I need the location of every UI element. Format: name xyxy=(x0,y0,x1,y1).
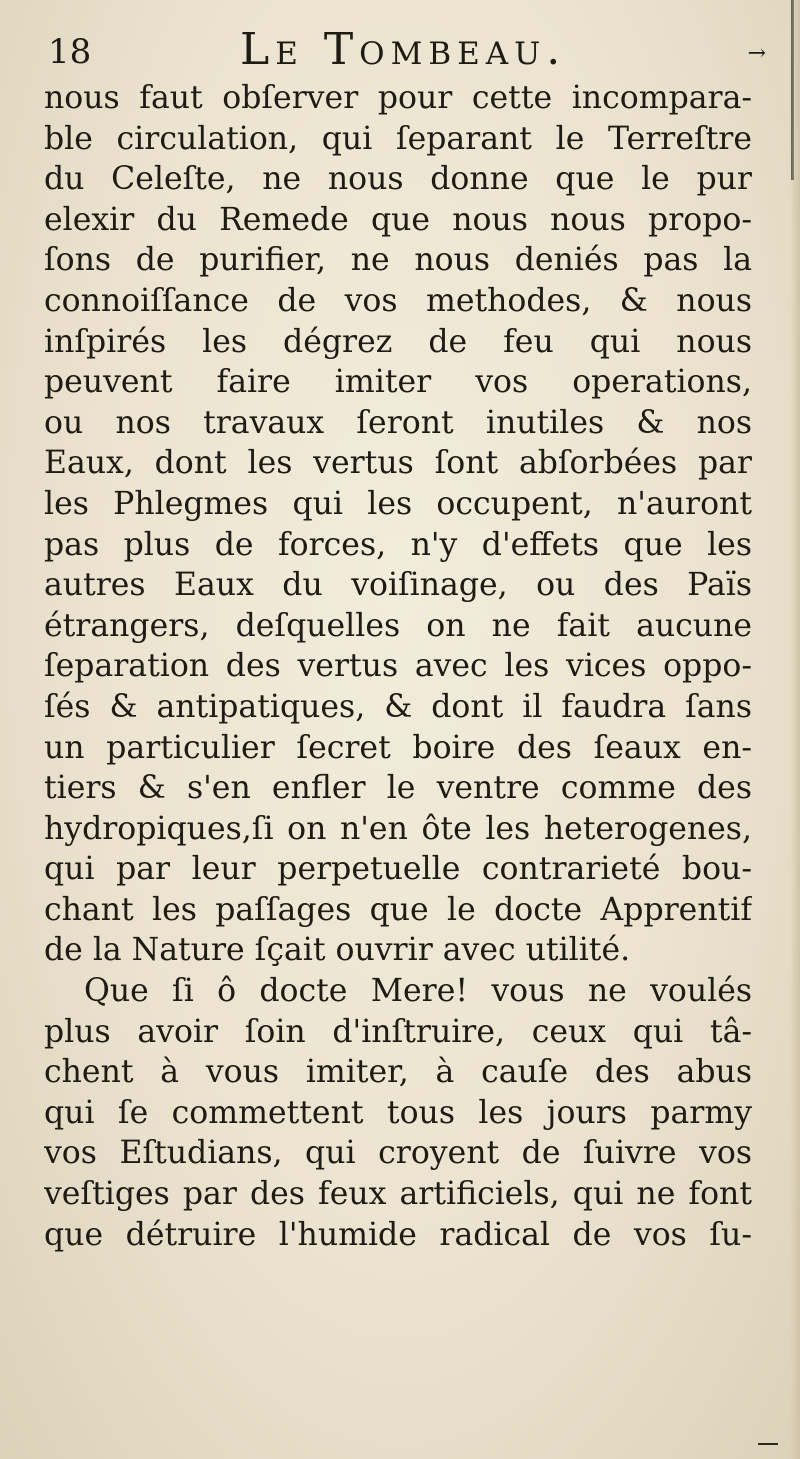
text-line: elexir du Remede que nous nous propo- xyxy=(44,201,752,238)
text-line: qui ſe commettent tous les jours parmy xyxy=(44,1094,752,1131)
running-title: Le Tombeau. xyxy=(240,24,567,75)
text-line: les Phlegmes qui les occupent, n'auront xyxy=(44,485,752,522)
text-line: tiers & s'en enfler le ventre comme des xyxy=(44,770,752,807)
text-line: pas plus de forces, n'y d'effets que les xyxy=(44,526,752,563)
corner-arrow-mark: → xyxy=(747,41,766,66)
text-line: ou nos travaux ſeront inutiles & nos xyxy=(44,404,752,441)
text-line: ble circulation, qui ſeparant le Terreſtre xyxy=(44,120,752,157)
text-line: étrangers, deſquelles on ne fait aucune xyxy=(44,607,752,644)
body-text xyxy=(44,78,752,1255)
text-line: hydropiques,ſi on n'en ôte les heterogenes, xyxy=(44,810,752,847)
text-line: de la Nature ſçait ouvrir avec utilité. xyxy=(44,932,631,969)
text-line: veſtiges par des feux artificiels, qui ne font xyxy=(44,1176,752,1213)
text-line: inſpirés les dégrez de feu qui nous xyxy=(44,323,752,360)
text-line: un particulier ſecret boire des ſeaux en- xyxy=(44,729,752,766)
text-line: Que ſi ô docte Mere! vous ne voulés xyxy=(84,973,752,1010)
text-line: peuvent faire imiter vos operations, xyxy=(44,364,752,401)
page-number: 18 xyxy=(48,32,92,72)
text-line: nous faut obſerver pour cette incompara- xyxy=(44,80,752,116)
text-line: vos Eſtudians, qui croyent de ſuivre vos xyxy=(44,1135,752,1172)
text-line: chant les paſſages que le docte Apprentif xyxy=(44,891,752,928)
page-header xyxy=(44,22,774,74)
text-line: Eaux, dont les vertus ſont abſorbées par xyxy=(44,445,752,482)
page-foot-mark xyxy=(758,1443,778,1445)
text-line: ſés & antipatiques, & dont il faudra ſans xyxy=(44,688,752,725)
text-line: du Celeſte, ne nous donne que le pur xyxy=(44,161,752,198)
text-line: ſeparation des vertus avec les vices oppo- xyxy=(44,648,752,685)
page-edge-shadow xyxy=(790,0,800,1459)
text-line: qui par leur perpetuelle contrarieté bou- xyxy=(44,851,752,888)
text-line: autres Eaux du voiſinage, ou des Païs xyxy=(44,567,752,604)
text-line: que détruire l'humide radical de vos ſu- xyxy=(44,1216,752,1253)
text-line: plus avoir ſoin d'inſtruire, ceux qui tâ- xyxy=(44,1013,752,1050)
text-line: connoiſſance de vos methodes, & nous xyxy=(44,282,752,319)
text-line: ſons de purifier, ne nous deniés pas la xyxy=(44,242,752,279)
text-line: chent à vous imiter, à cauſe des abus xyxy=(44,1054,752,1091)
